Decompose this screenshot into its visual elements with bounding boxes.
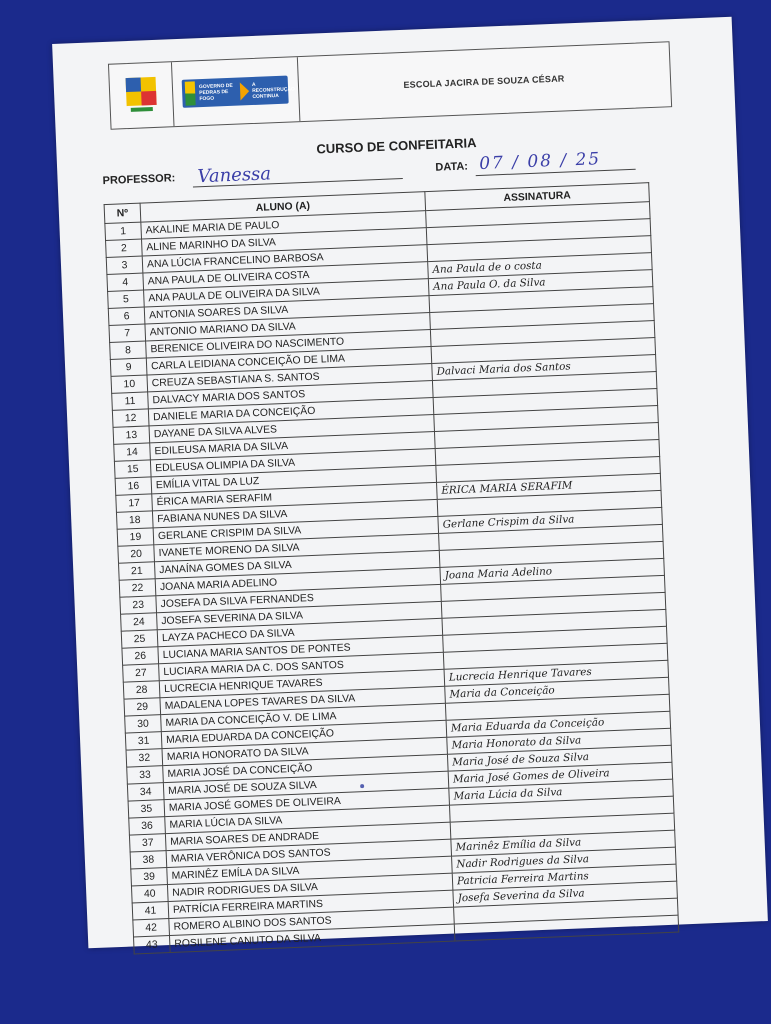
gov-line1: GOVERNO DE PEDRAS DE FOGO — [198, 82, 233, 103]
professor-signature: Vanessa — [197, 163, 272, 188]
student-name: JOSEFA DA SILVA FERNANDES — [156, 584, 441, 612]
student-name: ANTONIA SOARES DA SILVA — [144, 296, 429, 324]
row-number: 25 — [121, 630, 158, 648]
row-number: 39 — [131, 868, 168, 886]
student-name: EDLEUSA OLIMPIA DA SILVA — [150, 448, 435, 476]
student-name: DALVACY MARIA DOS SANTOS — [148, 381, 433, 409]
row-number: 10 — [111, 375, 148, 393]
student-name: ANA PAULA DE OLIVEIRA COSTA — [143, 262, 428, 290]
student-name: LUCIANA MARIA SANTOS DE PONTES — [158, 635, 443, 663]
school-crest-icon — [123, 75, 158, 114]
row-number: 30 — [125, 715, 162, 733]
signature: ÉRICA MARIA SERAFIM — [437, 473, 662, 499]
government-logo — [182, 76, 296, 108]
signature: Maria Lúcia da Silva — [449, 779, 674, 805]
student-name: ALINE MARINHO DA SILVA — [142, 228, 427, 256]
signature: Maria José Gomes de Oliveira — [448, 762, 673, 788]
row-number: 32 — [126, 749, 163, 767]
student-name: ANA LÚCIA FRANCELINO BARBOSA — [142, 245, 427, 273]
row-number: 6 — [108, 307, 145, 325]
row-number: 2 — [106, 239, 143, 257]
row-number: 12 — [112, 409, 149, 427]
student-name: FABIANA NUNES DA SILVA — [152, 499, 437, 527]
signature: Ana Paula de o costa — [428, 253, 653, 279]
row-number: 1 — [105, 222, 142, 240]
row-number: 37 — [129, 834, 166, 852]
student-name: MARIA DA CONCEIÇÃO V. DE LIMA — [161, 703, 446, 731]
signature: Marinêz Emília da Silva — [451, 830, 676, 856]
col-num-header: Nº — [104, 203, 141, 223]
student-name: CARLA LEIDIANA CONCEIÇÃO DE LIMA — [146, 347, 431, 375]
student-name: MADALENA LOPES TAVARES DA SILVA — [160, 686, 445, 714]
table-body — [105, 202, 679, 954]
signature: Joana Maria Adelino — [440, 558, 665, 584]
student-name: EDILEUSA MARIA DA SILVA — [150, 431, 435, 459]
row-number: 33 — [127, 766, 164, 784]
row-number: 27 — [123, 664, 160, 682]
school-crest-cell — [109, 62, 175, 128]
row-number: 5 — [108, 290, 145, 308]
student-name: LUCRECIA HENRIQUE TAVARES — [159, 669, 444, 697]
row-number: 35 — [128, 800, 165, 818]
professor-label: PROFESSOR: — [102, 172, 176, 188]
row-number: 9 — [110, 358, 147, 376]
student-name: MARIA JOSÉ DA CONCEIÇÃO — [163, 754, 448, 782]
row-number: 22 — [119, 579, 156, 597]
student-name: LAYZA PACHECO DA SILVA — [157, 618, 442, 646]
row-number: 42 — [133, 919, 170, 937]
row-number: 16 — [115, 477, 152, 495]
course-title: CURSO DE CONFEITARIA — [316, 135, 477, 157]
student-name: MARIA HONORATO DA SILVA — [162, 737, 447, 765]
gov-line2: A RECONSTRUÇÃO CONTINUA — [251, 81, 296, 101]
row-number: 43 — [134, 936, 171, 954]
student-name: ROMERO ALBINO DOS SANTOS — [169, 907, 454, 935]
student-name: ÉRICA MARIA SERAFIM — [152, 482, 437, 510]
row-number: 26 — [122, 647, 159, 665]
row-number: 28 — [123, 681, 160, 699]
date-label: DATA: — [435, 160, 469, 174]
signature: Maria José de Souza Silva — [447, 745, 672, 771]
student-name: MARIA SOARES DE ANDRADE — [165, 822, 450, 850]
signature: Maria Eduarda da Conceição — [446, 711, 671, 737]
student-name: MARIA JOSÉ DE SOUZA SILVA — [163, 771, 448, 799]
row-number: 3 — [106, 256, 143, 274]
row-number: 14 — [114, 443, 151, 461]
student-name: NADIR RODRIGUES DA SILVA — [167, 873, 452, 901]
student-table — [104, 182, 680, 954]
attendance-sheet — [52, 17, 768, 949]
row-number: 18 — [116, 511, 153, 529]
student-name: MARIA JOSÉ GOMES DE OLIVEIRA — [164, 788, 449, 816]
government-logo-cell — [171, 57, 300, 126]
student-name: ROSILENE CANUTO DA SILVA — [169, 924, 454, 952]
row-number: 38 — [130, 851, 167, 869]
row-number: 29 — [124, 698, 161, 716]
student-name: MARINÊZ EMÍLA DA SILVA — [167, 856, 452, 884]
row-number: 23 — [120, 596, 157, 614]
student-name: DANIELE MARIA DA CONCEIÇÃO — [148, 398, 433, 426]
student-name: ANA PAULA DE OLIVEIRA DA SILVA — [144, 279, 429, 307]
student-name: BERENICE OLIVEIRA DO NASCIMENTO — [146, 330, 431, 358]
flag-icon — [185, 81, 196, 105]
row-number: 31 — [125, 732, 162, 750]
signature: Gerlane Crispim da Silva — [438, 507, 663, 533]
row-number: 17 — [116, 494, 153, 512]
student-name: JOANA MARIA ADELINO — [155, 567, 440, 595]
signature: Ana Paula O. da Silva — [428, 270, 653, 296]
row-number: 40 — [131, 885, 168, 903]
student-name: ANTONIO MARIANO DA SILVA — [145, 313, 430, 341]
row-number: 11 — [112, 392, 149, 410]
row-number: 24 — [121, 613, 158, 631]
row-number: 41 — [132, 902, 169, 920]
row-number: 21 — [119, 562, 156, 580]
row-number: 13 — [113, 426, 150, 444]
school-cell — [297, 42, 671, 121]
student-name: PATRÍCIA FERREIRA MARTINS — [168, 890, 453, 918]
row-number: 20 — [118, 545, 155, 563]
row-number: 19 — [117, 528, 154, 546]
student-name: CREUZA SEBASTIANA S. SANTOS — [147, 364, 432, 392]
student-name: AKALINE MARIA DE PAULO — [141, 211, 426, 239]
signature: Lucrecia Henrique Tavares — [444, 660, 669, 686]
student-name: MARIA EDUARDA DA CONCEIÇÃO — [161, 720, 446, 748]
student-name: IVANETE MORENO DA SILVA — [154, 533, 439, 561]
row-number: 15 — [114, 460, 151, 478]
date-value: 07 / 08 / 25 — [478, 149, 602, 174]
signature: Nadir Rodrigues da Silva — [452, 847, 677, 873]
header-box — [108, 41, 672, 130]
signature: Dalvaci Maria dos Santos — [432, 355, 657, 381]
arrow-icon — [240, 82, 250, 100]
row-number: 7 — [109, 324, 146, 342]
student-name: GERLANE CRISPIM DA SILVA — [153, 516, 438, 544]
col-signature-header: ASSINATURA — [425, 183, 650, 211]
row-number: 36 — [129, 817, 166, 835]
signature: Maria da Conceição — [445, 677, 670, 703]
student-name: EMÍLIA VITAL DA LUZ — [151, 465, 436, 493]
student-name: JOSEFA SEVERINA DA SILVA — [157, 601, 442, 629]
signature: Patricia Ferreira Martins — [452, 864, 677, 890]
student-name: LUCIARA MARIA DA C. DOS SANTOS — [159, 652, 444, 680]
student-name: JANAÍNA GOMES DA SILVA — [154, 550, 439, 578]
row-number: 8 — [110, 341, 147, 359]
signature: Josefa Severina da Silva — [453, 881, 678, 907]
student-name: MARIA VERÔNICA DOS SANTOS — [166, 839, 451, 867]
signature: Maria Honorato da Silva — [447, 728, 672, 754]
school-name: ESCOLA JACIRA DE SOUZA CÉSAR — [403, 73, 565, 90]
row-number: 34 — [127, 783, 164, 801]
student-name: MARIA LÚCIA DA SILVA — [165, 805, 450, 833]
student-name: DAYANE DA SILVA ALVES — [149, 414, 434, 442]
row-number: 4 — [107, 273, 144, 291]
col-student-header: ALUNO (A) — [140, 192, 426, 222]
